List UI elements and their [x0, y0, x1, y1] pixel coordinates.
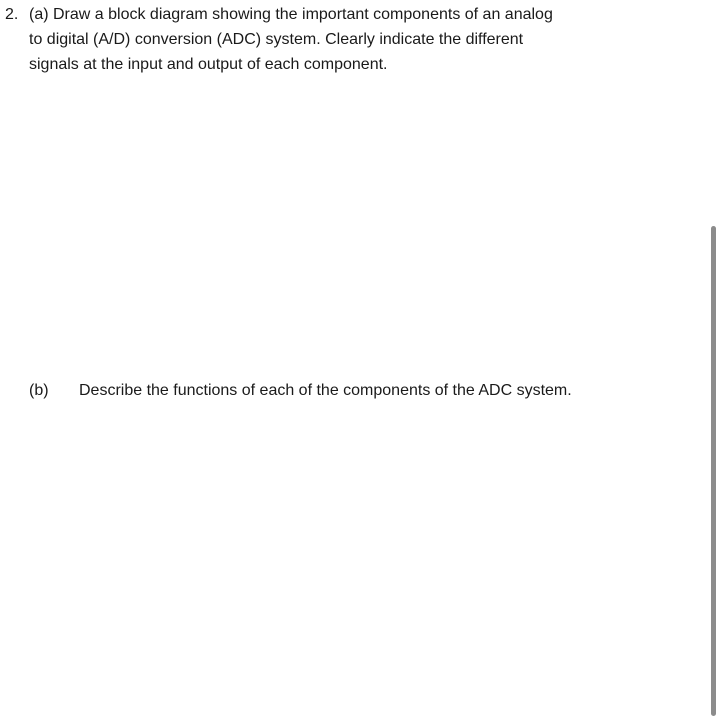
question-part-a [29, 2, 629, 77]
part-b-text: Describe the functions of each of the components of the ADC system. [79, 382, 572, 399]
part-b-label: (b) [29, 382, 49, 399]
vertical-scrollbar[interactable] [707, 0, 719, 721]
question-number: 2. [5, 6, 19, 23]
part-a-line-1: (a) Draw a block diagram showing the important components of an analog [29, 6, 553, 23]
part-a-line-2: to digital (A/D) conversion (ADC) system. Clearly indicate the different [29, 31, 524, 48]
part-a-line-3: signals at the input and output of each component. [29, 56, 388, 73]
scrollbar-thumb[interactable] [711, 226, 716, 716]
